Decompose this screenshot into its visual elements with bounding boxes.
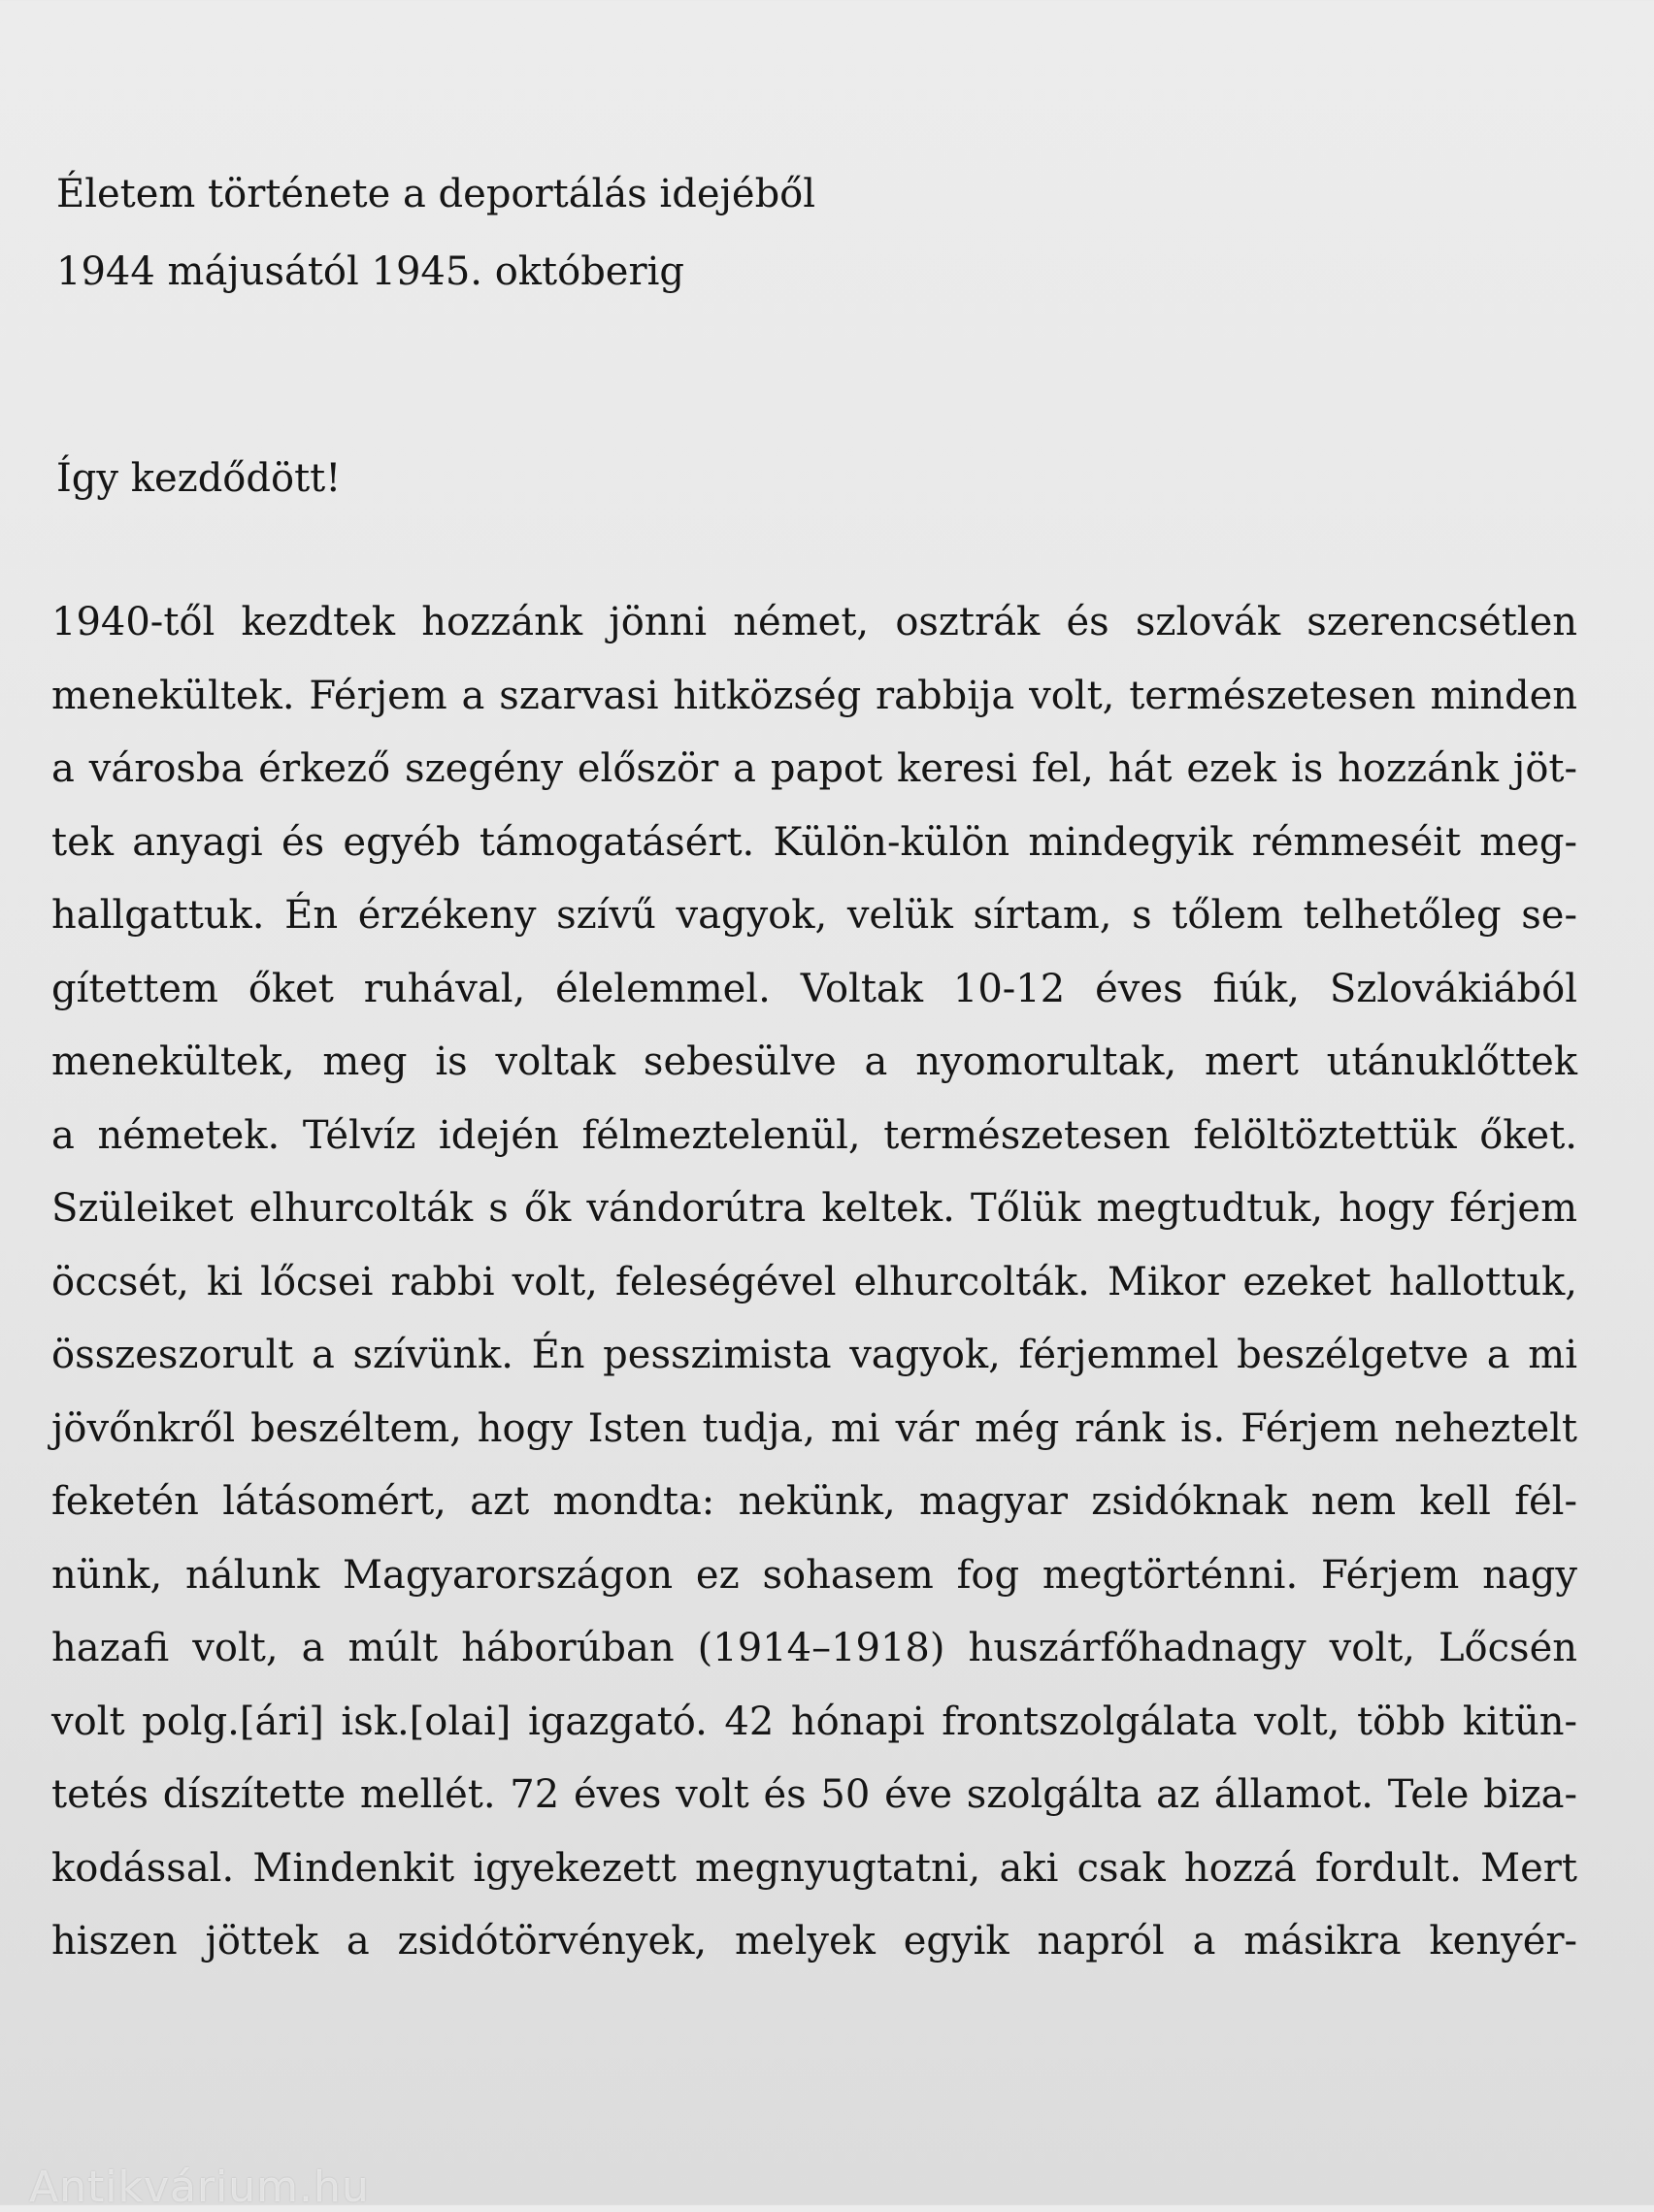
document-title xyxy=(56,155,815,311)
paragraph-line: összeszorult a szívünk. Én pesszimista vagyok, férjemmel beszélgetve a mi xyxy=(51,1333,1577,1377)
paragraph-line: öccsét, ki lőcsei rabbi volt, feleségével elhurcolták. Mikor ezeket hallottuk, xyxy=(51,1259,1577,1304)
paragraph-line: hazafi volt, a múlt háborúban (1914–1918) huszárfőhadnagy volt, Lőcsén xyxy=(51,1626,1577,1670)
paragraph-line: menekültek, meg is voltak sebesülve a nyomorultak, mert utánuklőttek xyxy=(51,1040,1577,1084)
paragraph-line: hallgattuk. Én érzékeny szívű vagyok, velük sírtam, s tőlem telhetőleg se- xyxy=(51,893,1577,938)
paragraph-line: Szüleiket elhurcolták s ők vándorútra keltek. Tőlük megtudtuk, hogy férjem xyxy=(51,1186,1577,1231)
paragraph-line: nünk, nálunk Magyarországon ez sohasem fog megtörténni. Férjem nagy xyxy=(51,1552,1577,1598)
body-paragraph xyxy=(51,586,1577,1979)
watermark: Antikvárium.hu xyxy=(29,2162,370,2212)
paragraph-line: volt polg.[ári] isk.[olai] igazgató. 42 hónapi frontszolgálata volt, több kitün- xyxy=(51,1699,1577,1744)
title-line-1: Életem története a deportálás idejéből xyxy=(56,172,816,216)
paragraph-line: tetés díszítette mellét. 72 éves volt és 50 éve szolgálta az államot. Tele biza- xyxy=(51,1772,1577,1817)
paragraph-line: feketén látásomért, azt mondta: nekünk, magyar zsidóknak nem kell fél- xyxy=(51,1479,1577,1524)
title-line-2: 1944 májusától 1945. októberig xyxy=(56,249,684,294)
paragraph-line: kodással. Mindenkit igyekezett megnyugtatni, aki csak hozzá fordult. Mert xyxy=(51,1845,1577,1891)
section-heading: Így kezdődött! xyxy=(56,456,342,501)
paragraph-line: gítettem őket ruhával, élelemmel. Voltak 10-12 éves fiúk, Szlovákiából xyxy=(51,966,1577,1011)
paragraph-line: a németek. Télvíz idején félmeztelenül, természetesen felöltöztettük őket. xyxy=(51,1112,1577,1158)
paragraph-line: 1940-től kezdtek hozzánk jönni német, osztrák és szlovák szerencsétlen xyxy=(51,600,1577,644)
paragraph-line: jövőnkről beszéltem, hogy Isten tudja, mi vár még ránk is. Férjem neheztelt xyxy=(51,1405,1577,1451)
paragraph-line: hiszen jöttek a zsidótörvények, melyek egyik napról a másikra kenyér- xyxy=(51,1919,1577,1964)
paragraph-line: tek anyagi és egyéb támogatásért. Külön-külön mindegyik rémmeséit meg- xyxy=(51,819,1577,865)
paragraph-line: menekültek. Férjem a szarvasi hitközség rabbija volt, természetesen minden xyxy=(51,673,1577,718)
paragraph-line: a városba érkező szegény először a papot keresi fel, hát ezek is hozzánk jöt- xyxy=(51,746,1577,791)
